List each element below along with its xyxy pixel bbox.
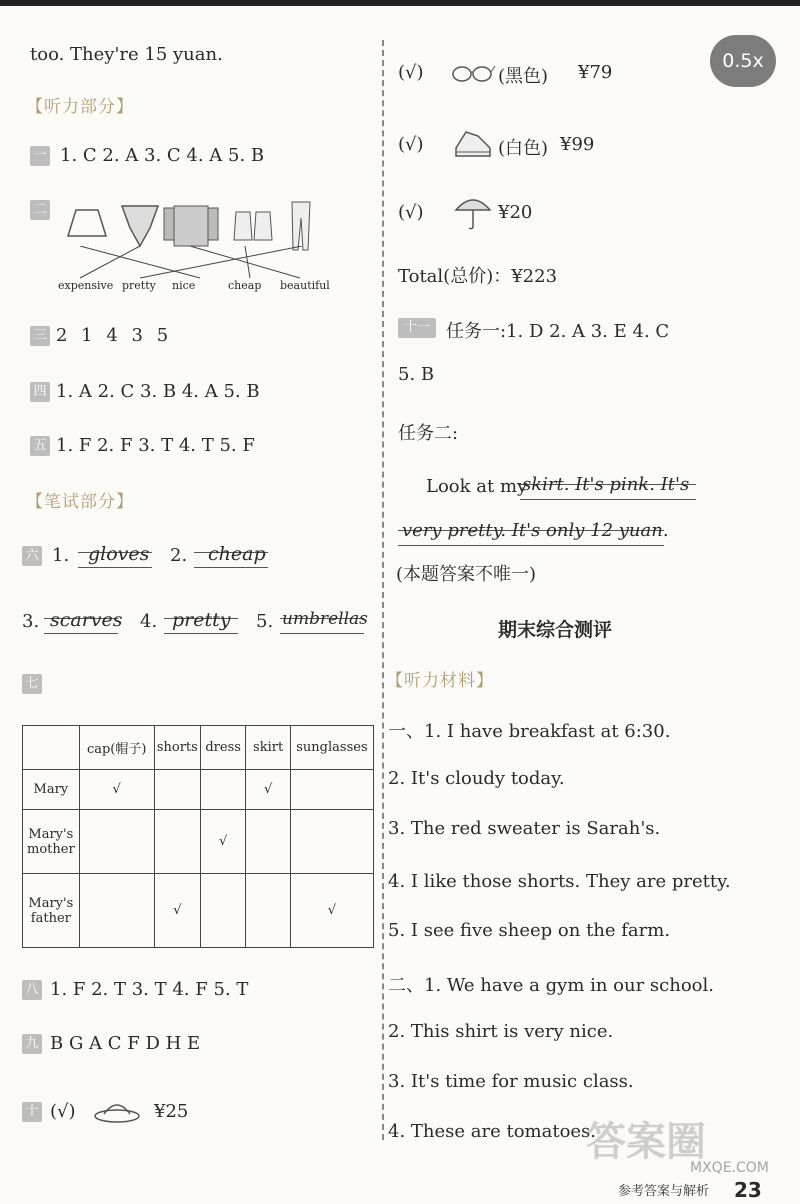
item-1-check: (√) [398, 62, 424, 83]
material-line-6: 二、1. We have a gym in our school. [388, 975, 714, 996]
page-number: 23 [734, 1178, 762, 1202]
q7-cell [79, 810, 154, 874]
q2-word-2: pretty [122, 279, 156, 292]
q6-num-3: 3. [22, 611, 40, 632]
q7-cell [154, 770, 200, 810]
q7-header-cap: cap(帽子) [79, 726, 154, 770]
q4-answers: 1. A 2. C 3. B 4. A 5. B [56, 381, 260, 402]
writing-section-header: 【笔试部分】 [26, 492, 134, 512]
sweater-icon [164, 206, 218, 246]
intro-line: too. They're 15 yuan. [30, 44, 223, 65]
q7-header-sunglasses: sunglasses [290, 726, 373, 770]
watermark-url: MXQE.COM [690, 1160, 769, 1176]
q11-tag: 十一 [398, 318, 436, 338]
q7-cell [290, 770, 373, 810]
q7-row-name: Mary's father [23, 874, 80, 948]
q2-word-3: nice [172, 279, 196, 292]
q7-cell: √ [290, 874, 373, 948]
item-1-note: (黑色) [498, 66, 549, 87]
umbrella-icon [452, 190, 494, 232]
q1-tag: 一 [30, 146, 50, 166]
q7-cell [154, 810, 200, 874]
q10-tag: 十 [22, 1102, 42, 1122]
q6-num-1: 1. [52, 545, 70, 566]
q7-cell [200, 874, 245, 948]
item-2-note: (白色) [498, 138, 549, 159]
material-line-3: 3. The red sweater is Sarah's. [388, 818, 661, 839]
q8-tag: 八 [22, 980, 42, 1000]
gloves-icon [234, 212, 272, 240]
material-line-7: 2. This shirt is very nice. [388, 1021, 614, 1042]
total-line: Total(总价)：¥223 [398, 266, 558, 287]
top-border [0, 0, 800, 6]
material-line-8: 3. It's time for music class. [388, 1071, 634, 1092]
watermark-logo: 答案圈 [586, 1119, 706, 1165]
q7-cell: √ [154, 874, 200, 948]
item-3-price: ¥20 [498, 202, 533, 223]
q9-answers: B G A C F D H E [50, 1033, 201, 1054]
q7-row-name: Mary [23, 770, 80, 810]
q5-tag: 五 [30, 436, 50, 456]
q7-cell [79, 874, 154, 948]
listening-section-header: 【听力部分】 [26, 97, 134, 117]
q2-tag: 二 [30, 200, 50, 220]
q6-num-2: 2. [170, 545, 188, 566]
q6-num-4: 4. [140, 611, 158, 632]
sneakers-icon [452, 126, 494, 162]
q7-table [22, 725, 374, 948]
scarf-icon [122, 206, 158, 246]
pants-icon [292, 202, 310, 250]
q7-header-shorts: shorts [154, 726, 200, 770]
q6-answer-1: gloves [88, 543, 150, 565]
task2-handwriting-1: skirt. It's pink. It's [522, 474, 690, 495]
q9-tag: 九 [22, 1034, 42, 1054]
task2-handwriting-2: very pretty. It's only 12 yuan. [402, 520, 669, 541]
material-line-9: 4. These are tomatoes. [388, 1121, 597, 1142]
q6-answer-4: pretty [172, 609, 231, 631]
q3-answers: 2 1 4 3 5 [56, 325, 169, 346]
task2-note: (本题答案不唯一) [396, 564, 537, 585]
task2-lead: Look at my [426, 476, 528, 497]
q10-price: ¥25 [154, 1101, 189, 1122]
q7-header-skirt: skirt [246, 726, 291, 770]
q7-cell: √ [246, 770, 291, 810]
section-title: 期末综合测评 [498, 619, 613, 641]
q7-cell: √ [200, 810, 245, 874]
task1-continued: 5. B [398, 364, 435, 385]
q5-answers: 1. F 2. F 3. T 4. T 5. F [56, 435, 255, 456]
item-2-check: (√) [398, 134, 424, 155]
q6-tag: 六 [22, 546, 42, 566]
q6-answer-2: cheap [208, 543, 266, 565]
task1-answers: 任务一:1. D 2. A 3. E 4. C [446, 321, 670, 342]
q2-word-4: cheap [228, 279, 262, 292]
q7-cell [200, 770, 245, 810]
material-line-4: 4. I like those shorts. They are pretty. [388, 871, 731, 892]
item-3-check: (√) [398, 202, 424, 223]
q3-tag: 三 [30, 326, 50, 346]
hat-icon [92, 1096, 142, 1124]
q10-check: (√) [50, 1101, 76, 1122]
item-2-price: ¥99 [560, 134, 595, 155]
q4-tag: 四 [30, 382, 50, 402]
q7-header-0 [23, 726, 80, 770]
q7-row-name: Mary's mother [23, 810, 80, 874]
skirt-icon [68, 210, 106, 236]
material-section-header: 【听力材料】 [386, 671, 494, 691]
material-line-5: 5. I see five sheep on the farm. [388, 920, 671, 941]
material-line-1: 一、1. I have breakfast at 6:30. [388, 721, 671, 742]
q7-cell [246, 810, 291, 874]
zoom-badge[interactable]: 0.5x [710, 35, 776, 87]
q8-answers: 1. F 2. T 3. T 4. F 5. T [50, 979, 249, 1000]
q1-answers: 1. C 2. A 3. C 4. A 5. B [60, 145, 265, 166]
sunglasses-icon [450, 60, 496, 86]
material-line-2: 2. It's cloudy today. [388, 768, 565, 789]
q2-word-5: beautiful [280, 279, 330, 292]
q7-cell: √ [79, 770, 154, 810]
q7-tag: 七 [22, 674, 42, 694]
q6-answer-5: umbrellas [282, 609, 368, 629]
task2-label: 任务二: [398, 423, 459, 444]
footer-label: 参考答案与解析 [618, 1184, 710, 1199]
q7-cell [246, 874, 291, 948]
column-divider [382, 40, 384, 1140]
q6-answer-3: scarves [50, 609, 123, 631]
q2-word-1: expensive [58, 279, 114, 292]
q7-header-dress: dress [200, 726, 245, 770]
q6-num-5: 5. [256, 611, 274, 632]
item-1-price: ¥79 [578, 62, 613, 83]
q7-cell [290, 810, 373, 874]
